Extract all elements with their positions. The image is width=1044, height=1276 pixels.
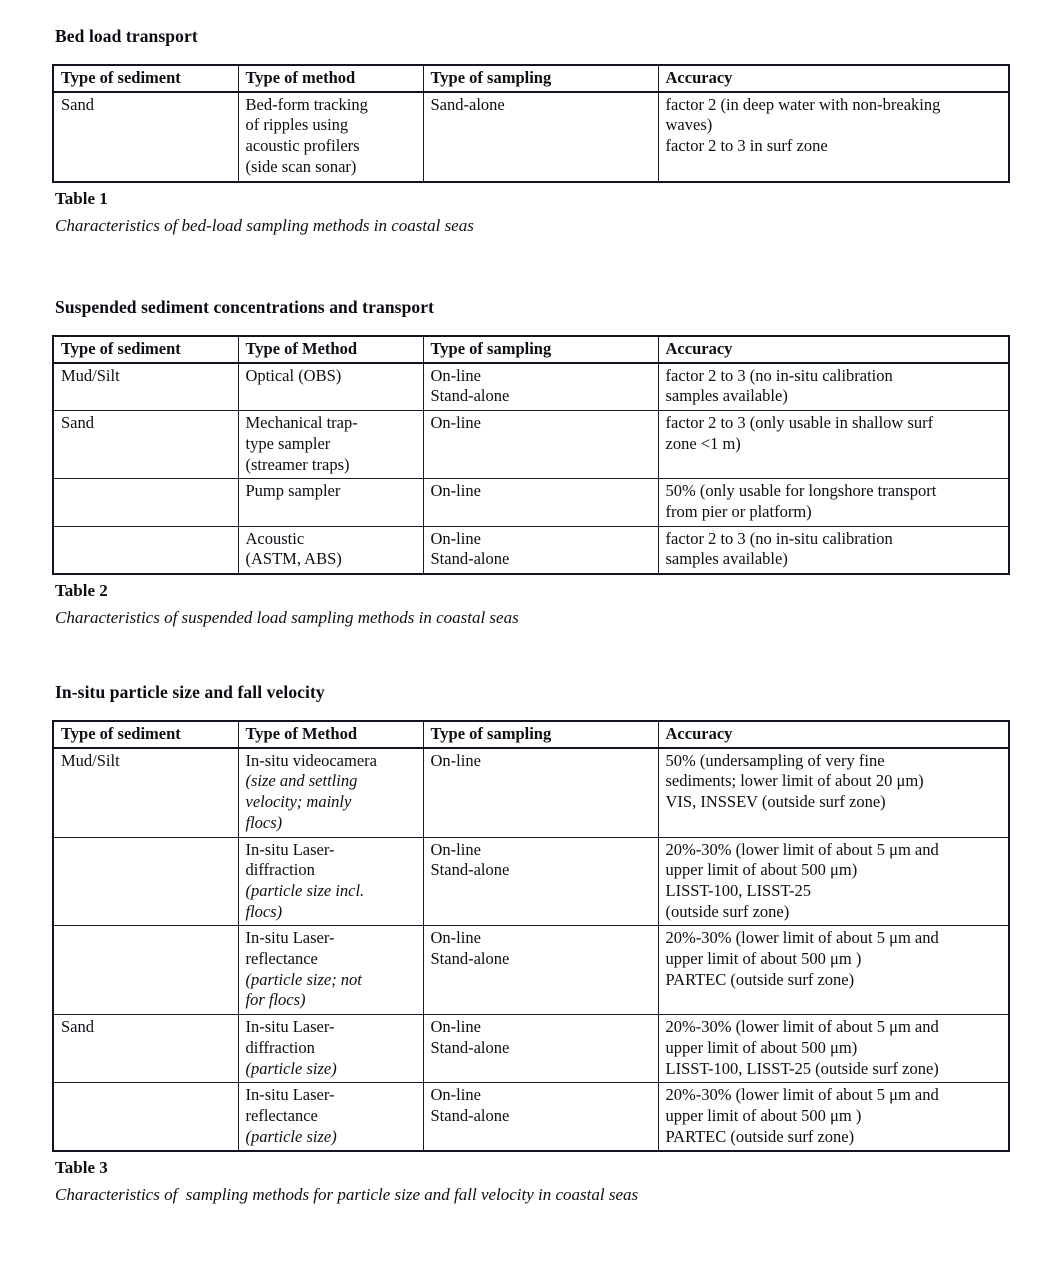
- table-suspended-sediment: [52, 335, 1010, 575]
- cell-line: In-situ Laser-: [245, 1085, 335, 1105]
- cell-line: Stand-alone: [430, 860, 510, 880]
- table-body: [53, 748, 1009, 1152]
- cell-line: On-line: [430, 413, 481, 433]
- column-header-type-of-method: Type of method: [238, 65, 423, 92]
- cell-line: (streamer traps): [245, 454, 350, 474]
- cell-type-of-sediment: [53, 748, 238, 837]
- cell-type-of-method: [238, 1083, 423, 1152]
- table-body: [53, 92, 1009, 182]
- cell-line: (ASTM, ABS): [245, 549, 342, 569]
- cell-line: Pump sampler: [245, 481, 341, 501]
- cell-line: Acoustic: [245, 528, 305, 548]
- cell-line: LISST-100, LISST-25 (outside surf zone): [665, 1058, 939, 1078]
- cell-accuracy: [658, 926, 1009, 1015]
- column-header-type-of-sampling: Type of sampling: [423, 336, 658, 363]
- cell-type-of-method: [238, 363, 423, 411]
- cell-line: 20%-30% (lower limit of about 5 μm and: [665, 928, 939, 948]
- cell-line: upper limit of about 500 μm ): [665, 1105, 862, 1125]
- table-row: [53, 1015, 1009, 1083]
- cell-line: Stand-alone: [430, 1105, 510, 1125]
- column-header-type-of-sediment: Type of sediment: [53, 336, 238, 363]
- cell-line: 50% (undersampling of very fine: [665, 750, 885, 770]
- table-row: [53, 926, 1009, 1015]
- cell-type-of-method: [238, 748, 423, 837]
- cell-line: upper limit of about 500 μm): [665, 1037, 858, 1057]
- cell-line: factor 2 to 3 (no in-situ calibration: [665, 365, 893, 385]
- cell-type-of-sampling: [423, 748, 658, 837]
- cell-type-of-sediment: [53, 92, 238, 182]
- cell-line: Stand-alone: [430, 386, 510, 406]
- cell-accuracy: [658, 1015, 1009, 1083]
- table-header-row: [53, 65, 1009, 92]
- cell-line: Bed-form tracking: [245, 94, 368, 114]
- cell-line: factor 2 to 3 (no in-situ calibration: [665, 528, 893, 548]
- cell-line: reflectance: [245, 949, 318, 969]
- cell-type-of-sediment: [53, 926, 238, 1015]
- table-header: [53, 65, 1009, 92]
- cell-line: On-line: [430, 481, 481, 501]
- cell-type-of-sampling: [423, 1015, 658, 1083]
- table-row: [53, 92, 1009, 182]
- table-header-row: [53, 336, 1009, 363]
- table-caption: Characteristics of sampling methods for particle size and fall velocity in coastal seas: [55, 1185, 639, 1205]
- cell-line: PARTEC (outside surf zone): [665, 969, 855, 989]
- cell-line: 20%-30% (lower limit of about 5 μm and: [665, 1085, 939, 1105]
- cell-type-of-sampling: [423, 479, 658, 526]
- table-body: [53, 363, 1009, 574]
- section-in-situ-particle-size: [52, 682, 1008, 1205]
- column-header-type-of-sampling: Type of sampling: [423, 721, 658, 748]
- cell-line: Stand-alone: [430, 949, 510, 969]
- cell-line: sediments; lower limit of about 20 μm): [665, 771, 924, 791]
- column-header-accuracy: Accuracy: [658, 721, 1009, 748]
- cell-type-of-sediment: [53, 1083, 238, 1152]
- cell-line: Stand-alone: [430, 549, 510, 569]
- column-header-accuracy: Accuracy: [658, 65, 1009, 92]
- table-row: [53, 526, 1009, 574]
- column-header-type-of-method: Type of Method: [238, 336, 423, 363]
- table-header: [53, 721, 1009, 748]
- cell-line: (outside surf zone): [665, 901, 790, 921]
- cell-type-of-method: [238, 926, 423, 1015]
- cell-line: samples available): [665, 549, 788, 569]
- cell-line: Stand-alone: [430, 1037, 510, 1057]
- cell-line: acoustic profilers: [245, 136, 360, 156]
- cell-line: Mud/Silt: [61, 750, 120, 770]
- cell-line: 50% (only usable for longshore transport: [665, 481, 937, 501]
- cell-line: of ripples using: [245, 115, 349, 135]
- cell-line: Mud/Silt: [61, 365, 120, 385]
- cell-line: PARTEC (outside surf zone): [665, 1126, 855, 1146]
- cell-line-italic: (particle size): [245, 1058, 337, 1078]
- cell-line: reflectance: [245, 1105, 318, 1125]
- cell-line: factor 2 to 3 in surf zone: [665, 136, 828, 156]
- cell-accuracy: [658, 411, 1009, 479]
- cell-line: On-line: [430, 750, 481, 770]
- cell-line: In-situ Laser-: [245, 928, 335, 948]
- table-header-row: [53, 721, 1009, 748]
- cell-type-of-sediment: [53, 411, 238, 479]
- cell-type-of-sediment: [53, 479, 238, 526]
- cell-accuracy: [658, 479, 1009, 526]
- cell-type-of-method: [238, 479, 423, 526]
- cell-type-of-sediment: [53, 363, 238, 411]
- table-row: [53, 748, 1009, 837]
- column-header-accuracy: Accuracy: [658, 336, 1009, 363]
- section-heading: In-situ particle size and fall velocity: [55, 682, 325, 702]
- table-row: [53, 1083, 1009, 1152]
- table-caption: Characteristics of bed-load sampling methods in coastal seas: [55, 215, 474, 235]
- cell-line: On-line: [430, 839, 481, 859]
- cell-line: waves): [665, 115, 713, 135]
- cell-type-of-sampling: [423, 837, 658, 926]
- section-heading: Suspended sediment concentrations and transport: [55, 297, 435, 317]
- column-header-type-of-sediment: Type of sediment: [53, 65, 238, 92]
- cell-line: LISST-100, LISST-25: [665, 880, 811, 900]
- cell-type-of-sampling: [423, 1083, 658, 1152]
- table-label: Table 3: [55, 1158, 108, 1178]
- cell-accuracy: [658, 837, 1009, 926]
- cell-line: zone <1 m): [665, 433, 741, 453]
- cell-line: diffraction: [245, 1037, 315, 1057]
- cell-line: upper limit of about 500 μm): [665, 860, 858, 880]
- cell-line-italic: (particle size; not: [245, 969, 362, 989]
- cell-line: upper limit of about 500 μm ): [665, 949, 862, 969]
- cell-line: On-line: [430, 528, 481, 548]
- cell-line: 20%-30% (lower limit of about 5 μm and: [665, 839, 939, 859]
- cell-line: 20%-30% (lower limit of about 5 μm and: [665, 1017, 939, 1037]
- column-header-type-of-sediment: Type of sediment: [53, 721, 238, 748]
- cell-line: type sampler: [245, 433, 331, 453]
- cell-line-italic: (size and settling: [245, 771, 358, 791]
- cell-type-of-sampling: [423, 411, 658, 479]
- cell-type-of-sampling: [423, 926, 658, 1015]
- cell-accuracy: [658, 363, 1009, 411]
- cell-type-of-sampling: [423, 92, 658, 182]
- section-bed-load-transport: [52, 26, 1008, 236]
- table-label: Table 2: [55, 581, 108, 601]
- cell-line-italic: flocs): [245, 901, 283, 921]
- cell-line-italic: (particle size incl.: [245, 880, 365, 900]
- section-suspended-sediment: [52, 297, 1008, 628]
- cell-type-of-method: [238, 837, 423, 926]
- cell-line: samples available): [665, 386, 788, 406]
- cell-line: VIS, INSSEV (outside surf zone): [665, 792, 886, 812]
- cell-line: In-situ videocamera: [245, 750, 377, 770]
- section-heading: Bed load transport: [55, 26, 198, 46]
- cell-accuracy: [658, 92, 1009, 182]
- table-header: [53, 336, 1009, 363]
- cell-line: On-line: [430, 365, 481, 385]
- table-row: [53, 837, 1009, 926]
- cell-line: factor 2 (in deep water with non-breaking: [665, 94, 941, 114]
- cell-line: (side scan sonar): [245, 156, 357, 176]
- table-row: [53, 411, 1009, 479]
- table-caption: Characteristics of suspended load sampling methods in coastal seas: [55, 608, 519, 628]
- cell-line: diffraction: [245, 860, 315, 880]
- cell-line: In-situ Laser-: [245, 1017, 335, 1037]
- cell-type-of-sampling: [423, 526, 658, 574]
- cell-line: Sand-alone: [430, 94, 505, 114]
- cell-type-of-method: [238, 526, 423, 574]
- cell-accuracy: [658, 1083, 1009, 1152]
- cell-type-of-method: [238, 92, 423, 182]
- cell-type-of-sampling: [423, 363, 658, 411]
- cell-type-of-method: [238, 411, 423, 479]
- cell-accuracy: [658, 748, 1009, 837]
- cell-line: Mechanical trap-: [245, 413, 358, 433]
- cell-type-of-sediment: [53, 837, 238, 926]
- cell-line-italic: for flocs): [245, 990, 306, 1010]
- table-row: [53, 363, 1009, 411]
- cell-line: In-situ Laser-: [245, 839, 335, 859]
- cell-line: factor 2 to 3 (only usable in shallow surf: [665, 413, 934, 433]
- cell-line: Sand: [61, 94, 94, 114]
- cell-line: Sand: [61, 413, 94, 433]
- column-header-type-of-method: Type of Method: [238, 721, 423, 748]
- cell-line: On-line: [430, 1017, 481, 1037]
- cell-accuracy: [658, 526, 1009, 574]
- cell-type-of-method: [238, 1015, 423, 1083]
- cell-type-of-sediment: [53, 1015, 238, 1083]
- cell-line-italic: velocity; mainly: [245, 792, 352, 812]
- cell-line: Sand: [61, 1017, 94, 1037]
- cell-line-italic: (particle size): [245, 1126, 337, 1146]
- cell-line: from pier or platform): [665, 501, 812, 521]
- cell-line: Optical (OBS): [245, 365, 342, 385]
- cell-line: On-line: [430, 1085, 481, 1105]
- table-row: [53, 479, 1009, 526]
- column-header-type-of-sampling: Type of sampling: [423, 65, 658, 92]
- table-bed-load-transport: [52, 64, 1010, 183]
- table-label: Table 1: [55, 188, 108, 208]
- cell-line-italic: flocs): [245, 812, 283, 832]
- table-in-situ-particle-size: [52, 720, 1010, 1152]
- cell-line: On-line: [430, 928, 481, 948]
- cell-type-of-sediment: [53, 526, 238, 574]
